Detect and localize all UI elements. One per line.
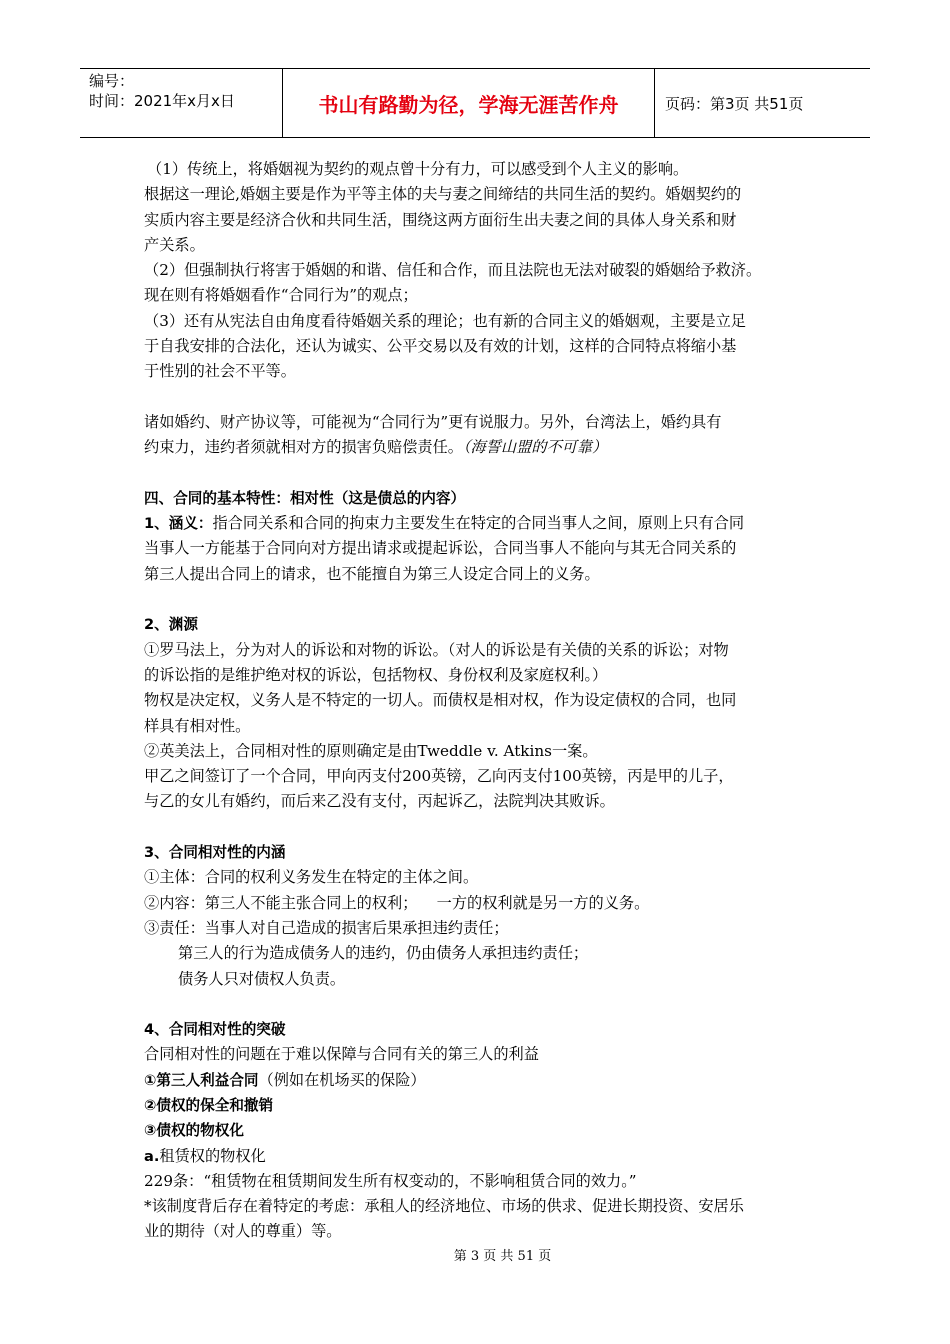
- paragraph-line: ③责任：当事人对自己造成的损害后果承担违约责任；: [144, 918, 509, 937]
- paragraph-line: 第三人提出合同上的请求，也不能擅自为第三人设定合同上的义务。: [144, 564, 600, 583]
- subsection-heading: 2、渊源: [144, 616, 198, 634]
- paragraph-line: 与乙的女儿有婚约，而后来乙没有支付，丙起诉乙，法院判决其败诉。: [144, 792, 615, 811]
- document-body: [144, 157, 816, 1245]
- italic-note: （海誓山盟的不可靠）: [462, 438, 608, 457]
- header-meta: [80, 69, 283, 137]
- list-item-bold: ①第三人利益合同: [144, 1071, 259, 1089]
- paragraph-line: 业的期待（对人的尊重）等。: [144, 1222, 342, 1241]
- paragraph-line: [144, 1068, 816, 1093]
- header-page-info: 页码：第3页 共51页: [665, 94, 804, 113]
- line-text: （例如在机场买的保险）: [258, 1070, 426, 1089]
- paragraph-line: 债务人只对债权人负责。: [178, 969, 346, 988]
- list-item-bold: ②债权的保全和撤销: [144, 1096, 274, 1114]
- paragraph-line: 诸如婚约、财产协议等，可能视为“合同行为”更有说服力。另外，台湾法上，婚约具有: [144, 412, 722, 431]
- paragraph-line: （1）传统上，将婚姻视为契约的观点曾十分有力，可以感受到个人主义的影响。: [147, 160, 689, 178]
- paragraph-line: 现在则有将婚姻看作“合同行为”的观点；: [144, 286, 418, 305]
- paragraph-line: [144, 435, 816, 460]
- paragraph-line: 产关系。: [144, 235, 205, 254]
- paragraph-line: （3）还有从宪法自由角度看待婚姻关系的理论；也有新的合同主义的婚姻观，主要是立足: [144, 311, 746, 330]
- paragraph-line: ②内容：第三人不能主张合同上的权利； 一方的权利就是另一方的义务。: [144, 893, 650, 912]
- paragraph-line: 于自我安排的合法化，还认为诚实、公平交易以及有效的计划，这样的合同特点将缩小基: [144, 337, 737, 356]
- paragraph-line: 于性别的社会不平等。: [144, 362, 296, 381]
- paragraph-line: 物权是决定权，义务人是不特定的一切人。而债权是相对权，作为设定债权的合同，也同: [144, 691, 737, 710]
- header-motto: 书山有路勤为径，学海无涯苦作舟: [283, 69, 655, 137]
- paragraph-line: 当事人一方能基于合同向对方提出请求或提起诉讼，合同当事人不能向与其无合同关系的: [144, 539, 737, 558]
- paragraph-line: 合同相对性的问题在于难以保障与合同有关的第三人的利益: [144, 1045, 539, 1064]
- page-footer: 第 3 页 共 51 页: [453, 1249, 552, 1264]
- paragraph-line: [144, 511, 816, 536]
- line-text: 约束力，违约者须就相对方的损害负赔偿责任。: [144, 438, 463, 457]
- paragraph-line: （2）但强制执行将害于婚姻的和谐、信任和合作，而且法院也无法对破裂的婚姻给予救济。: [144, 261, 762, 280]
- paragraph-line: 的诉讼指的是维护绝对权的诉讼，包括物权、身份权利及家庭权利。）: [144, 665, 608, 684]
- paragraph-line: *该制度背后存在着特定的考虑：承租人的经济地位、市场的供求、促进长期投资、安居乐: [144, 1197, 744, 1216]
- page-header: [80, 68, 870, 138]
- paragraph-line: [144, 1144, 816, 1169]
- section-heading-4: 四、合同的基本特性：相对性（这是债总的内容）: [144, 489, 466, 507]
- paragraph-line: ①罗马法上，分为对人的诉讼和对物的诉讼。（对人的诉讼是有关债的关系的诉讼；对物: [144, 640, 729, 659]
- paragraph-line: 样具有相对性。: [144, 716, 251, 735]
- paragraph-line: 229条：“租赁物在租赁期间发生所有权变动的，不影响租赁合同的效力。”: [144, 1171, 637, 1190]
- paragraph-line: 根据这一理论,婚姻主要是作为平等主体的夫与妻之间缔结的共同生活的契约。婚姻契约的: [144, 185, 742, 204]
- line-text: 指合同关系和合同的拘束力主要发生在特定的合同当事人之间，原则上只有合同: [212, 514, 745, 533]
- term-label: 1、涵义：: [144, 515, 213, 533]
- subsection-heading: 3、合同相对性的内涵: [144, 844, 286, 862]
- time-label: 时间：2021年x月x日: [89, 92, 235, 110]
- paragraph-line: 实质内容主要是经济合伙和共同生活，围绕这两方面衍生出夫妻之间的具体人身关系和财: [144, 210, 737, 229]
- item-marker: a.: [144, 1147, 160, 1165]
- list-item-bold: ③债权的物权化: [144, 1122, 244, 1140]
- number-label: 编号：: [89, 72, 135, 90]
- paragraph-line: ②英美法上，合同相对性的原则确定是由Tweddle v. Atkins一案。: [144, 741, 598, 760]
- subsection-heading: 4、合同相对性的突破: [144, 1021, 286, 1039]
- line-text: 租赁权的物权化: [159, 1146, 266, 1165]
- paragraph-line: ①主体：合同的权利义务发生在特定的主体之间。: [144, 868, 479, 887]
- paragraph-line: 甲乙之间签订了一个合同，甲向丙支付200英镑，乙向丙支付100英镑，丙是甲的儿子，: [144, 767, 734, 786]
- paragraph-line: 第三人的行为造成债务人的违约，仍由债务人承担违约责任；: [178, 944, 589, 963]
